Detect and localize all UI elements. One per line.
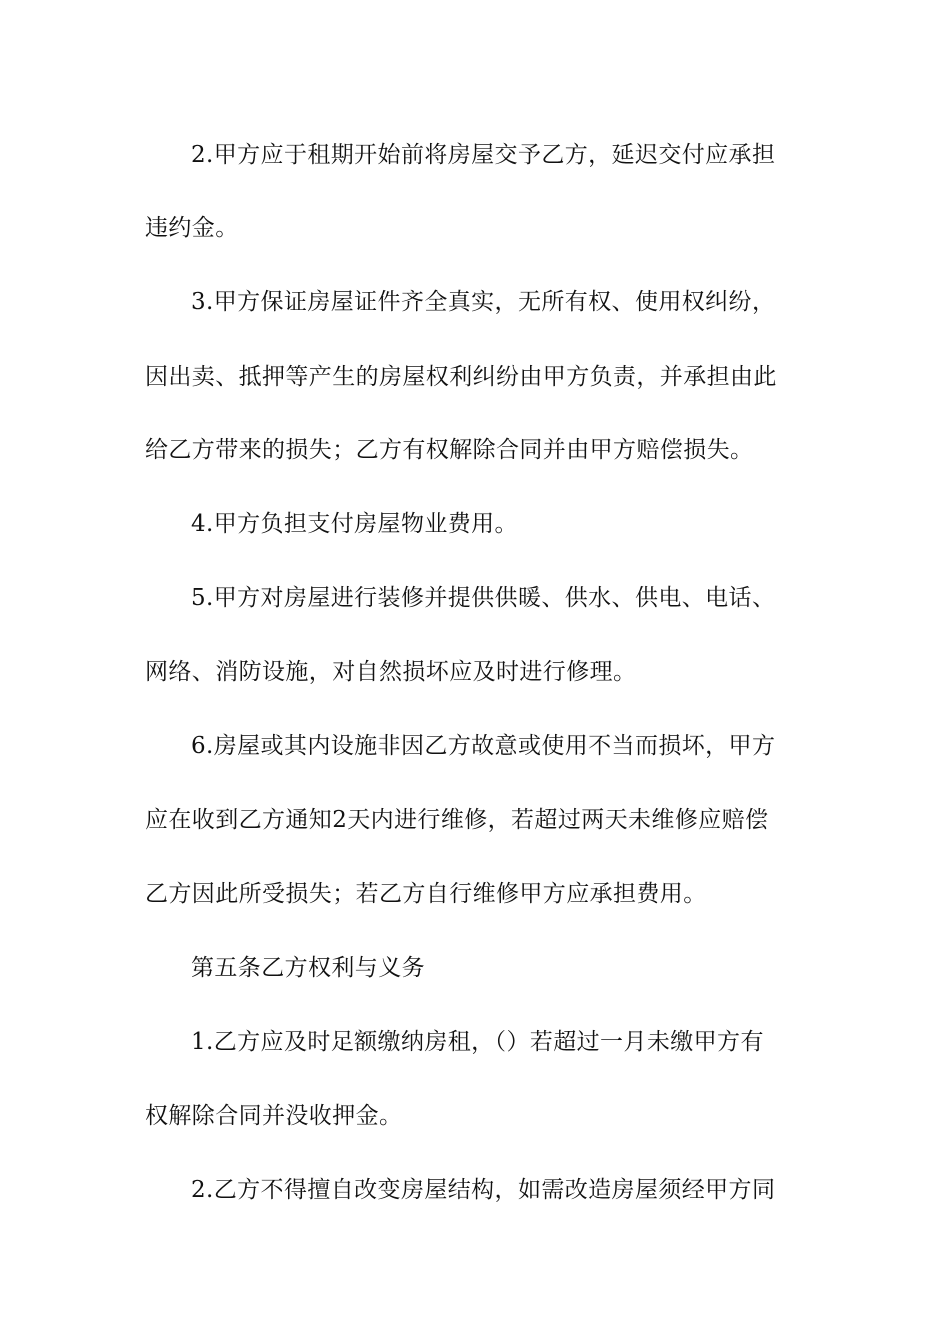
paragraph-line: 1.乙方应及时足额缴纳房租，（）若超过一月未缴甲方有 (191, 1029, 764, 1055)
paragraph-line: 2.乙方不得擅自改变房屋结构，如需改造房屋须经甲方同 (191, 1177, 776, 1203)
paragraph-line: 5.甲方对房屋进行装修并提供供暖、供水、供电、电话、 (191, 585, 776, 611)
paragraph-line: 4.甲方负担支付房屋物业费用。 (191, 511, 518, 537)
section-heading: 第五条乙方权利与义务 (191, 955, 425, 981)
paragraph-line: 3.甲方保证房屋证件齐全真实，无所有权、使用权纠纷， (191, 289, 776, 315)
paragraph-line: 权解除合同并没收押金。 (145, 1103, 403, 1129)
paragraph-line: 给乙方带来的损失；乙方有权解除合同并由甲方赔偿损失。 (145, 437, 754, 463)
paragraph-line: 应在收到乙方通知2天内进行维修，若超过两天未维修应赔偿 (145, 807, 769, 833)
paragraph-line: 乙方因此所受损失；若乙方自行维修甲方应承担费用。 (145, 881, 707, 907)
paragraph-line: 违约金。 (145, 215, 239, 241)
paragraph-line: 6.房屋或其内设施非因乙方故意或使用不当而损坏，甲方 (191, 733, 776, 759)
paragraph-line: 2.甲方应于租期开始前将房屋交予乙方，延迟交付应承担 (191, 142, 776, 168)
paragraph-line: 因出卖、抵押等产生的房屋权利纠纷由甲方负责，并承担由此 (145, 364, 777, 390)
paragraph-line: 网络、消防设施，对自然损坏应及时进行修理。 (145, 659, 637, 685)
